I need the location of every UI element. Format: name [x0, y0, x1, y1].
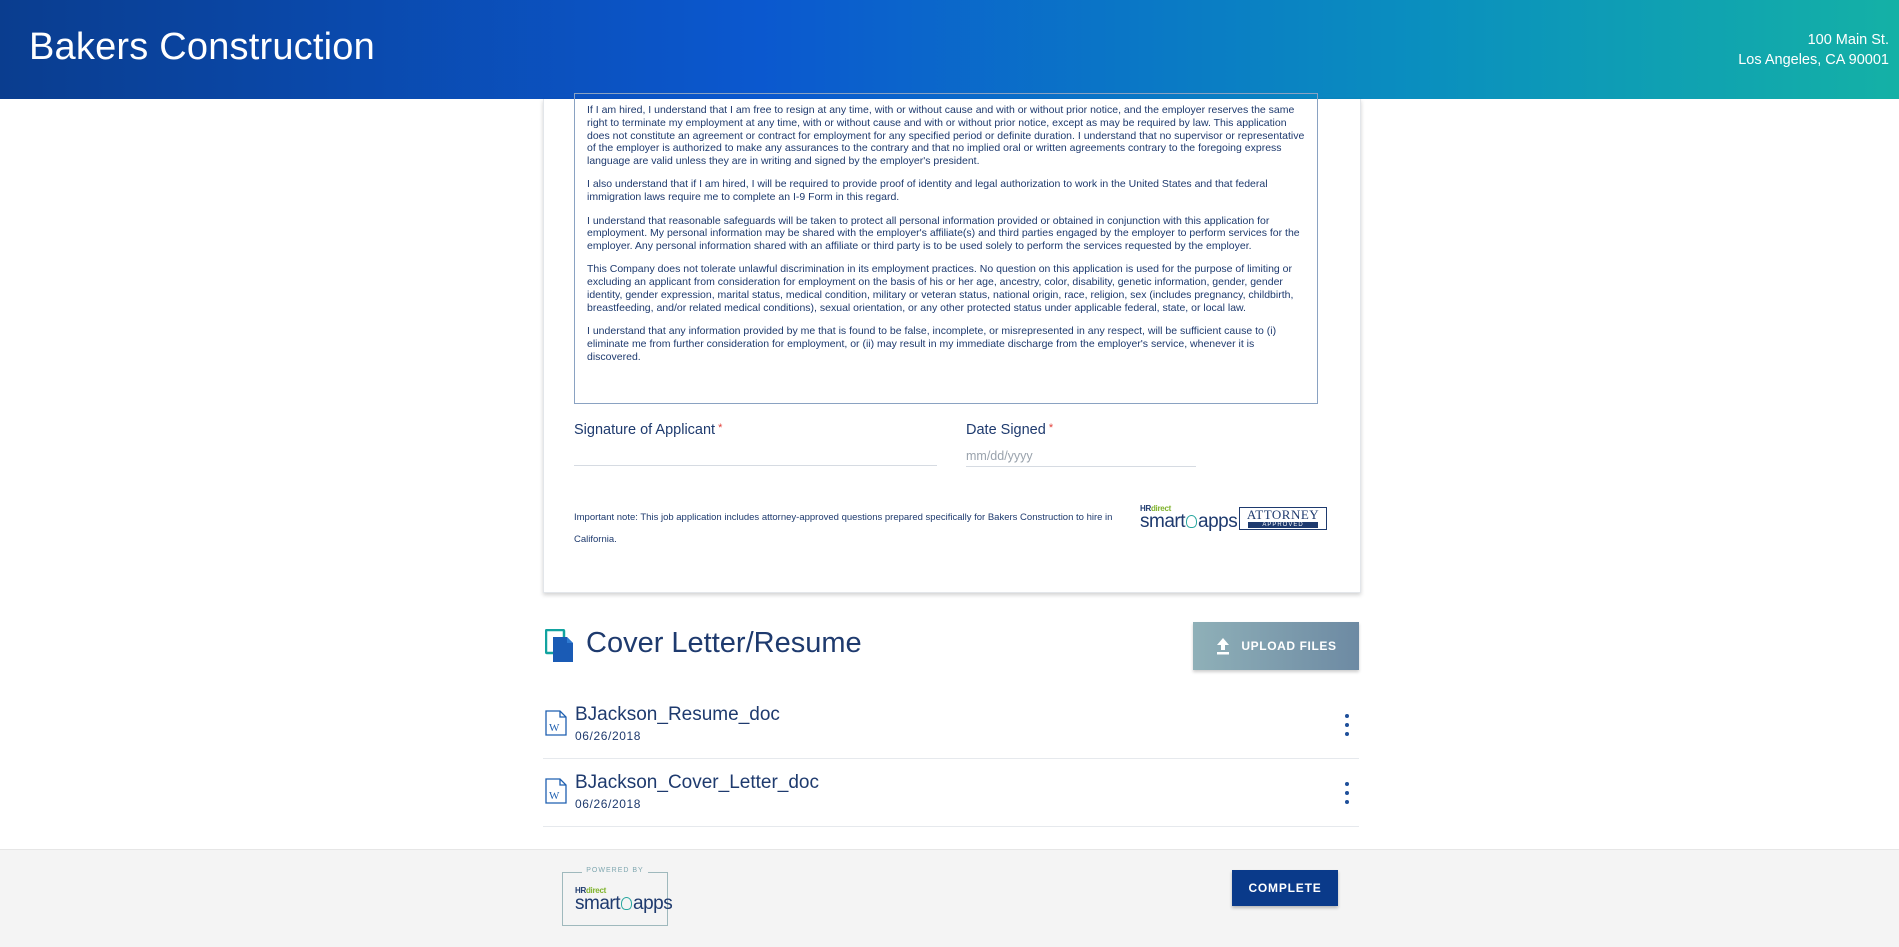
- legal-disclaimer-box[interactable]: [574, 93, 1318, 404]
- file-more-options-icon[interactable]: [1340, 714, 1354, 736]
- powered-by-label: POWERED BY: [582, 867, 647, 874]
- hrdirect-wordmark: HRdirect: [575, 886, 606, 895]
- address-line-1: 100 Main St.: [1807, 32, 1889, 48]
- smartapps-wordmark: smart apps: [575, 893, 673, 914]
- signature-label-text: Signature of Applicant: [574, 422, 716, 438]
- upload-files-label: UPLOAD FILES: [1241, 639, 1337, 653]
- file-more-options-icon[interactable]: [1340, 782, 1354, 804]
- upload-icon: [1215, 637, 1231, 655]
- documents-icon: [545, 629, 575, 668]
- app-header: [0, 0, 1899, 99]
- smartapps-wordmark: smart apps: [1140, 511, 1238, 532]
- signature-label: [574, 422, 722, 438]
- legal-paragraph-3: I understand that reasonable safeguards will be taken to protect all personal information provided or obtained in conjunction with this application for employment. My personal information may be shared with the employer's affiliate(s) and third parties engaged by the employer to perform services for the employer. Any personal information shared with an affiliate or third party is to be used solely to perform the services requested by the employer.: [587, 214, 1300, 253]
- hr-smartapps-logo: [1140, 504, 1238, 534]
- file-name[interactable]: BJackson_Cover_Letter_doc: [575, 772, 819, 793]
- file-date: 06/26/2018: [575, 797, 642, 811]
- required-marker: *: [718, 422, 723, 434]
- file-row[interactable]: [543, 692, 1359, 759]
- svg-text:W: W: [549, 790, 560, 802]
- required-marker: *: [1048, 422, 1054, 434]
- hrdirect-wordmark: HRdirect: [1140, 504, 1171, 513]
- cover-letter-resume-title: Cover Letter/Resume: [586, 627, 862, 659]
- svg-text:W: W: [549, 722, 560, 734]
- powered-by-smartapps-logo: [562, 867, 673, 926]
- file-date: 06/26/2018: [575, 729, 642, 743]
- complete-button[interactable]: COMPLETE: [1232, 870, 1338, 906]
- file-row[interactable]: [543, 760, 1359, 827]
- signature-field[interactable]: [574, 465, 937, 466]
- footer-bar: [0, 849, 1899, 947]
- file-name[interactable]: BJackson_Resume_doc: [575, 704, 780, 725]
- legal-cut-line: [587, 94, 1305, 104]
- lightbulb-icon: [1186, 515, 1197, 528]
- legal-paragraph-5: I understand that any information provided by me that is found to be false, incomplete, or misrepresented in any respect, will be sufficient cause to (i) eliminate me from further consideration for employment, or (ii) may result in my immediate discharge from the employer's service, whenever it is discovered.: [587, 325, 1277, 363]
- company-address: [1738, 30, 1889, 70]
- date-label-text: Date Signed: [966, 422, 1046, 438]
- company-name: Bakers Construction: [29, 26, 375, 68]
- word-doc-icon: [545, 710, 567, 741]
- legal-paragraph-1: If I am hired, I understand that I am free to resign at any time, with or without cause and with or without prior notice, and the employer reserves the same right to terminate my employment at any time, with or without cause and with or without prior notice, except as may be required by law. This application does not constitute an agreement or contract for employment for any specified period or definite duration. I understand that no supervisor or representative of the employer is authorized to make any assurances to the contrary and that no implied oral or written agreements contrary to the foregoing express language are valid unless they are in writing and signed by the employer's president.: [587, 104, 1305, 168]
- attorney-approved-badge: ATTORNEY APPROVED: [1239, 507, 1327, 530]
- date-signed-input[interactable]: [966, 446, 1196, 467]
- date-signed-label: [966, 422, 1053, 438]
- legal-paragraph-2: I also understand that if I am hired, I will be required to provide proof of identity and legal authorization to work in the United States and that federal immigration laws require me to complete an I-9 Form in this regard.: [587, 178, 1268, 204]
- lightbulb-icon: [621, 897, 632, 910]
- application-card: [543, 99, 1361, 593]
- word-doc-icon: [545, 778, 567, 809]
- legal-paragraph-4: This Company does not tolerate unlawful discrimination in its employment practices. No question on this application is used for the purpose of limiting or excluding an applicant from consideration for employment on the basis of his or her age, ancestry, color, disability, genetic information, gender, gender identity, gender expression, marital status, medical condition, military or veteran status, national origin, race, religion, sex (includes pregnancy, childbirth, breastfeeding, and/or related medical conditions), sexual orientation, or any other protected status under applicable federal, state, or local law.: [587, 263, 1294, 314]
- address-line-2: Los Angeles, CA 90001: [1738, 52, 1889, 68]
- upload-files-button[interactable]: [1193, 622, 1359, 670]
- important-note: Important note: This job application includes attorney-approved questions prepared specifically for Bakers Construction to hire in California.: [574, 512, 1113, 545]
